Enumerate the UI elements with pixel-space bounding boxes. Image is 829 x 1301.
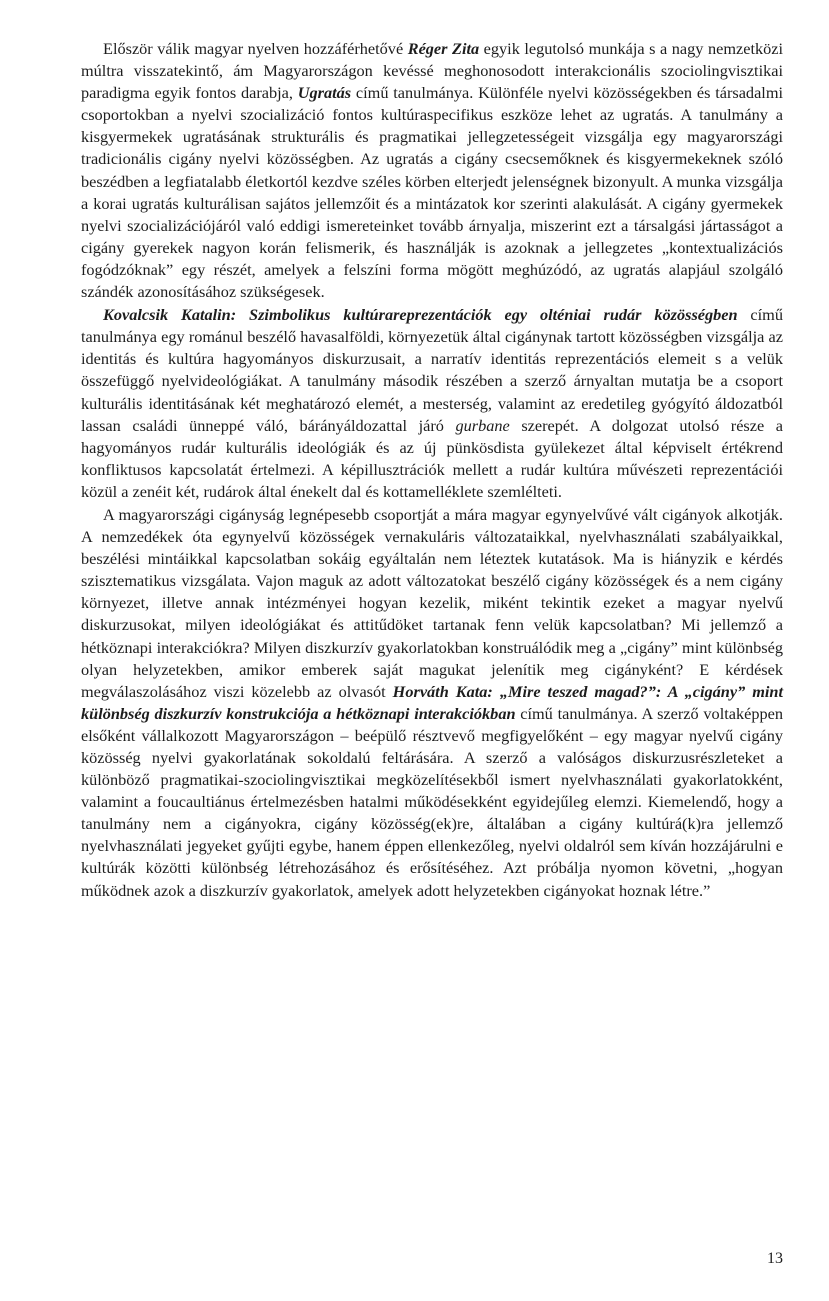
emphasis-text: Réger Zita — [407, 39, 480, 58]
body-text: című tanulmánya egy románul beszélő havasalföldi, környezetük által cigánynak tartott közösségben vizsgálja az identitás és kultúra hagyományos diskurzusait, a narratív identitás reprezentációs elemeit s a velük összefüggő nyelvideológiákat. A tanulmány második részében a szerző árnyaltan mutatja be a csoport kulturális identitásának két meghatározó elemét, a mesterség, valamint az eredetileg gyógyító áldozatból lassan családi ünneppé váló, bárányáldozattal járó — [81, 305, 783, 435]
emphasis-text: Horváth Kata: „Mire teszed magad?”: A „cigány” mint különbség diszkurzív konstrukciója a hétköznapi interakciókban — [81, 681, 783, 723]
page-number: 13 — [767, 1250, 783, 1267]
emphasis-text: Kovalcsik Katalin: Szimbolikus kultúrareprezentációk egy olténiai rudár közösségben — [103, 305, 738, 325]
paragraph-3 — [81, 504, 783, 902]
body-text: szerepét. A dolgozat utolsó része a hagyományos rudár kulturális ideológiák és az új pünkösdista gyülekezet által képviselt értékrend konfliktusos kapcsolatát értelmezi. A képillusztrációk mellett a rudár kultúra művészeti reprezentációi közül a zenéit két, rudárok által énekelt dal és kottamelléklete szemlélteti. — [81, 415, 784, 501]
body-text: című tanulmánya. Különféle nyelvi közösségekben és társadalmi csoportokban a nyelvi szocializáció fontos kultúraspecifikus eszköze lehet az ugratás. A tanulmány a kisgyermekek ugratásának strukturális és pragmatikai jellegzetességeit vizsgálja egy magyarországi tradicionális cigány nyelvi közösségben. Az ugratás a cigány csecsemőknek és kisgyermekeknek szóló beszédben a legfiatalabb életkortól kezdve széles körben elterjedt jelenségnek bizonyult. A munka vizsgálja a korai ugratás kulturálisan sajátos jellemzőit és a mintázatok kor szerinti alakulását. A cigány gyermekek nyelvi szocializációjáról való eddigi ismereteinket tovább árnyalja, miszerint ezt a társalgási jártasságot a cigány gyerekek nagyon korán felismerik, és használják is azoknak a jellegzetes „kontextualizációs fogódzóknak” egy részét, amelyek a felszíni forma mögött meghúzódó, az ugratás alapjául szolgáló szándék azonosításához szükségesek. — [81, 83, 784, 302]
body-text: A magyarországi cigányság legnépesebb csoportját a mára magyar egynyelvűvé vált cigányok alkotják. A nemzedékek óta egynyelvű közösségek vernakuláris változataikkal, nyelvhasználati szabályaikkal, beszélési mintáikkal kapcsolatban sokáig egyáltalán nem léteztek kutatások. Ma is hiányzik e kérdés szisztematikus vizsgálata. Vajon maguk az adott változatokat beszélő cigány közösségek és a nem cigány környezet, illetve annak intézményei hogyan kezelik, miként tekintik ezeket a magyar nyelvű diskurzusokat, milyen ideológiákat és attitűdöket tartanak fenn velük kapcsolatban? Mi jellemző a hétköznapi interakciókra? Milyen diszkurzív gyakorlatokban konstruálódik meg a „cigány” mint különbség olyan helyzetekben, amikor emberek saját magukat jelenítik meg cigányként? E kérdések megválaszolásához viszi közelebb az olvasót — [81, 504, 783, 701]
body-text: egyik legutolsó munkája s a nagy nemzetközi múltra visszatekintő, ám Magyarországon kevéssé meghonosodott interakcionális szociolingvisztikai paradigma egyik fontos darabja, — [81, 39, 783, 103]
emphasis-text: Ugratás — [297, 83, 352, 103]
body-text: című tanulmánya. A szerző voltaképpen elsőként vállalkozott Magyarországon – beépülő résztvevő megfigyelőként – egy magyar nyelvű cigány közösség nyelvi gyakorlatának sokoldalú feltárására. A szerző a valóságos diskurzusrészleteket a különböző pragmatikai-szociolingvisztikai megközelítésekből ismert nyelvhasználati gyakorlatokként, valamint a foucaultiánus értelmezésben hatalmi működésekként egyidejűleg elemzi. Kiemelendő, hogy a tanulmány nem a cigányokra, cigány közösség(ek)re, általában a cigány kultúrá(k)ra jellemző nyelvhasználati jegyeket gyűjti egybe, hanem éppen ellenkezőleg, nyelvi oldalról sem kíván hozzájárulni e kultúrák közötti különbség létrehozásához és erősítéséhez. Azt próbálja nyomon követni, „hogyan működnek azok a diszkurzív gyakorlatok, amelyek adott helyzetekben cigányokat hoznak létre.” — [81, 703, 783, 900]
page-body — [81, 38, 783, 902]
paragraph-1 — [81, 38, 783, 303]
emphasis-text: gurbane — [455, 415, 510, 435]
paragraph-2 — [81, 304, 783, 503]
body-text: Először válik magyar nyelven hozzáférhetővé — [103, 39, 408, 58]
